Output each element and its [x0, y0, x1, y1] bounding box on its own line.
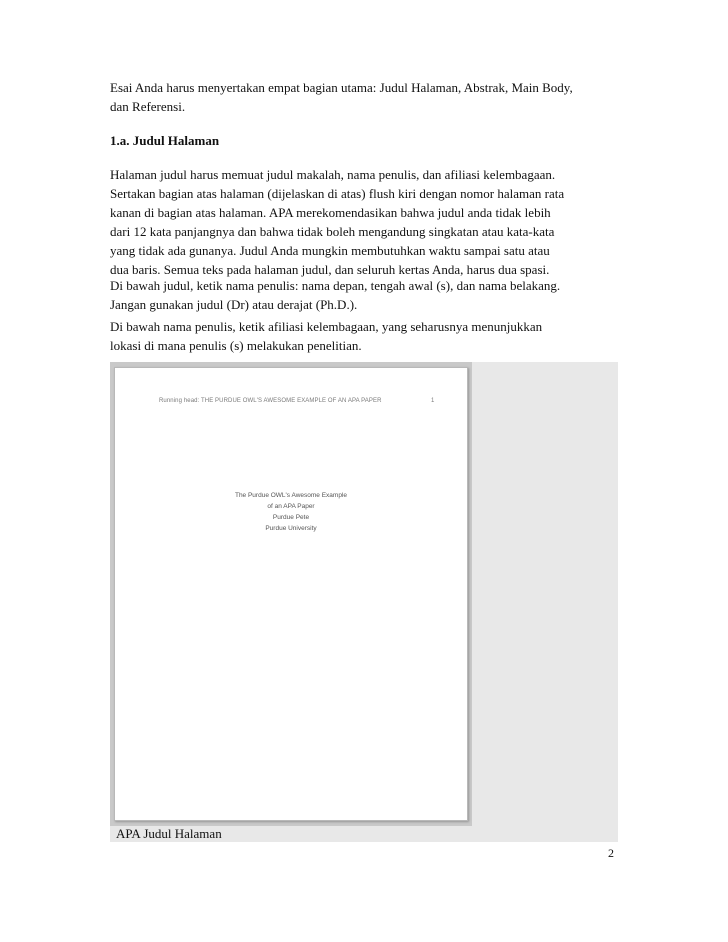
paragraph-line: yang tidak ada gunanya. Judul Anda mungkin membutuhkan waktu sampai satu atau	[110, 243, 550, 258]
paragraph-line: dua baris. Semua teks pada halaman judul, dan seluruh kertas Anda, harus dua spasi.	[110, 262, 550, 277]
paragraph-line: Jangan gunakan judul (Dr) atau derajat (Ph.D.).	[110, 297, 358, 312]
paragraph-line: Sertakan bagian atas halaman (dijelaskan di atas) flush kiri dengan nomor halaman rata	[110, 186, 565, 201]
mock-institution: Purdue University	[265, 525, 317, 532]
mock-author-name: Purdue Pete	[272, 514, 310, 521]
figure-caption: APA Judul Halaman	[116, 826, 222, 841]
paragraph-author-name	[110, 276, 622, 314]
paragraph-line: kanan di bagian atas halaman. APA merekomendasikan bahwa judul anda tidak lebih	[110, 205, 551, 220]
paragraph-line: Di bawah judul, ketik nama penulis: nama depan, tengah awal (s), dan nama belakang.	[110, 278, 561, 293]
paragraph-line: Di bawah nama penulis, ketik afiliasi kelembagaan, yang seharusnya menunjukkan	[110, 319, 543, 334]
paragraph-affiliation	[110, 317, 622, 355]
page-number: 2	[608, 846, 614, 860]
mock-running-head: Running head: THE PURDUE OWL'S AWESOME EXAMPLE OF AN APA PAPER	[159, 398, 382, 404]
paragraph-line: Halaman judul harus memuat judul makalah, nama penulis, dan afiliasi kelembagaan.	[110, 167, 556, 182]
paragraph-title-page-content	[110, 165, 622, 279]
paragraph-line: dari 12 kata panjangnya dan bahwa tidak boleh mengandung singkatan atau kata-kata	[110, 224, 555, 239]
section-heading: 1.a. Judul Halaman	[110, 133, 220, 148]
mock-paper-title: of an APA Paper	[267, 503, 315, 510]
mock-title-block	[115, 490, 467, 534]
figure-screenshot-frame	[110, 362, 472, 826]
mock-paper-title: The Purdue OWL's Awesome Example	[234, 492, 348, 499]
mock-apa-page	[114, 367, 468, 821]
paragraph-line: lokasi di mana penulis (s) melakukan penelitian.	[110, 338, 362, 353]
intro-line: dan Referensi.	[110, 99, 186, 114]
apa-title-page-figure	[110, 362, 618, 842]
intro-paragraph	[110, 78, 622, 116]
intro-line: Esai Anda harus menyertakan empat bagian utama: Judul Halaman, Abstrak, Main Body,	[110, 80, 573, 95]
mock-page-number: 1	[431, 398, 435, 404]
